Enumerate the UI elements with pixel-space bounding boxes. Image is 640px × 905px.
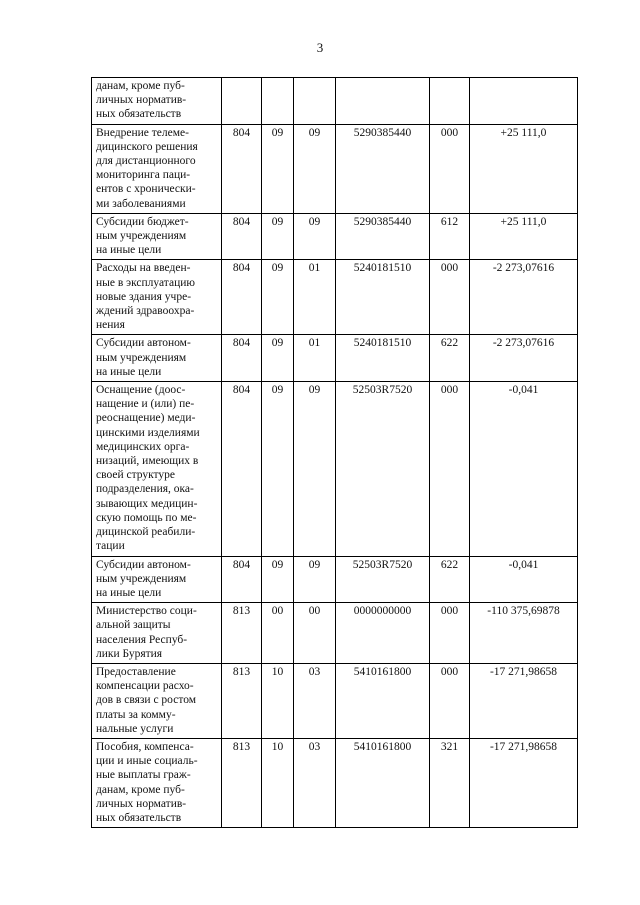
row-name-cell: Субсидии автоном- ным учреждениям на иные цели (92, 335, 222, 382)
amount-cell: -2 273,07616 (470, 335, 578, 382)
expense-type-cell: 321 (430, 738, 470, 827)
target-article-cell (336, 78, 430, 125)
expense-type-cell: 000 (430, 382, 470, 556)
amount-cell: +25 111,0 (470, 124, 578, 213)
subsection-code-cell: 09 (294, 382, 336, 556)
ministry-code-cell: 804 (222, 335, 262, 382)
ministry-code-cell: 804 (222, 260, 262, 335)
table-row (92, 663, 578, 738)
section-code-cell: 09 (262, 382, 294, 556)
section-code-cell: 09 (262, 260, 294, 335)
subsection-code-cell: 01 (294, 260, 336, 335)
table-row (92, 603, 578, 664)
ministry-code-cell: 804 (222, 556, 262, 603)
target-article-cell: 5410161800 (336, 738, 430, 827)
subsection-code-cell: 09 (294, 124, 336, 213)
target-article-cell: 52503R7520 (336, 382, 430, 556)
row-name-cell: Пособия, компенса- ции и иные социаль- ные выплаты граж- данам, кроме пуб- личных норматив- ных обязательств (92, 738, 222, 827)
expense-type-cell: 000 (430, 260, 470, 335)
table-row (92, 78, 578, 125)
amount-cell: -0,041 (470, 556, 578, 603)
section-code-cell: 09 (262, 124, 294, 213)
subsection-code-cell: 09 (294, 556, 336, 603)
table-row (92, 556, 578, 603)
amount-cell: -17 271,98658 (470, 663, 578, 738)
row-name-cell: данам, кроме пуб- личных норматив- ных обязательств (92, 78, 222, 125)
subsection-code-cell: 00 (294, 603, 336, 664)
ministry-code-cell (222, 78, 262, 125)
target-article-cell: 5290385440 (336, 213, 430, 260)
table-body (92, 78, 578, 828)
ministry-code-cell: 813 (222, 738, 262, 827)
table-row (92, 124, 578, 213)
table-row (92, 335, 578, 382)
section-code-cell: 09 (262, 213, 294, 260)
amount-cell (470, 78, 578, 125)
target-article-cell: 52503R7520 (336, 556, 430, 603)
table-row (92, 738, 578, 827)
expense-type-cell: 622 (430, 556, 470, 603)
row-name-cell: Субсидии бюджет- ным учреждениям на иные цели (92, 213, 222, 260)
expense-type-cell: 622 (430, 335, 470, 382)
expense-type-cell: 612 (430, 213, 470, 260)
amount-cell: -2 273,07616 (470, 260, 578, 335)
subsection-code-cell: 03 (294, 663, 336, 738)
amount-cell: -17 271,98658 (470, 738, 578, 827)
subsection-code-cell: 09 (294, 213, 336, 260)
section-code-cell: 00 (262, 603, 294, 664)
budget-table (91, 77, 578, 828)
target-article-cell: 5240181510 (336, 260, 430, 335)
section-code-cell (262, 78, 294, 125)
ministry-code-cell: 804 (222, 124, 262, 213)
table-row (92, 260, 578, 335)
row-name-cell: Министерство соци- альной защиты населения Респуб- лики Бурятия (92, 603, 222, 664)
section-code-cell: 10 (262, 663, 294, 738)
ministry-code-cell: 813 (222, 663, 262, 738)
amount-cell: -0,041 (470, 382, 578, 556)
target-article-cell: 5290385440 (336, 124, 430, 213)
row-name-cell: Оснащение (доос- нащение и (или) пе- реоснащение) меди- цинскими изделиями медицинских орга- низаций, имеющих в своей структуре подразделения, ока- зывающих медицин- скую помощь по ме- дицинской реабили- тации (92, 382, 222, 556)
row-name-cell: Расходы на введен- ные в эксплуатацию новые здания учре- ждений здравоохра- нения (92, 260, 222, 335)
ministry-code-cell: 813 (222, 603, 262, 664)
row-name-cell: Субсидии автоном- ным учреждениям на иные цели (92, 556, 222, 603)
subsection-code-cell (294, 78, 336, 125)
expense-type-cell: 000 (430, 124, 470, 213)
expense-type-cell: 000 (430, 603, 470, 664)
subsection-code-cell: 03 (294, 738, 336, 827)
section-code-cell: 09 (262, 335, 294, 382)
row-name-cell: Внедрение телеме- дицинского решения для дистанционного мониторинга паци- ентов с хронически- ми заболеваниями (92, 124, 222, 213)
section-code-cell: 10 (262, 738, 294, 827)
amount-cell: -110 375,69878 (470, 603, 578, 664)
ministry-code-cell: 804 (222, 382, 262, 556)
table-row (92, 213, 578, 260)
expense-type-cell (430, 78, 470, 125)
ministry-code-cell: 804 (222, 213, 262, 260)
target-article-cell: 5240181510 (336, 335, 430, 382)
expense-type-cell: 000 (430, 663, 470, 738)
table-row (92, 382, 578, 556)
target-article-cell: 0000000000 (336, 603, 430, 664)
row-name-cell: Предоставление компенсации расхо- дов в связи с ростом платы за комму- нальные услуги (92, 663, 222, 738)
amount-cell: +25 111,0 (470, 213, 578, 260)
subsection-code-cell: 01 (294, 335, 336, 382)
target-article-cell: 5410161800 (336, 663, 430, 738)
section-code-cell: 09 (262, 556, 294, 603)
page-number: 3 (316, 40, 324, 55)
